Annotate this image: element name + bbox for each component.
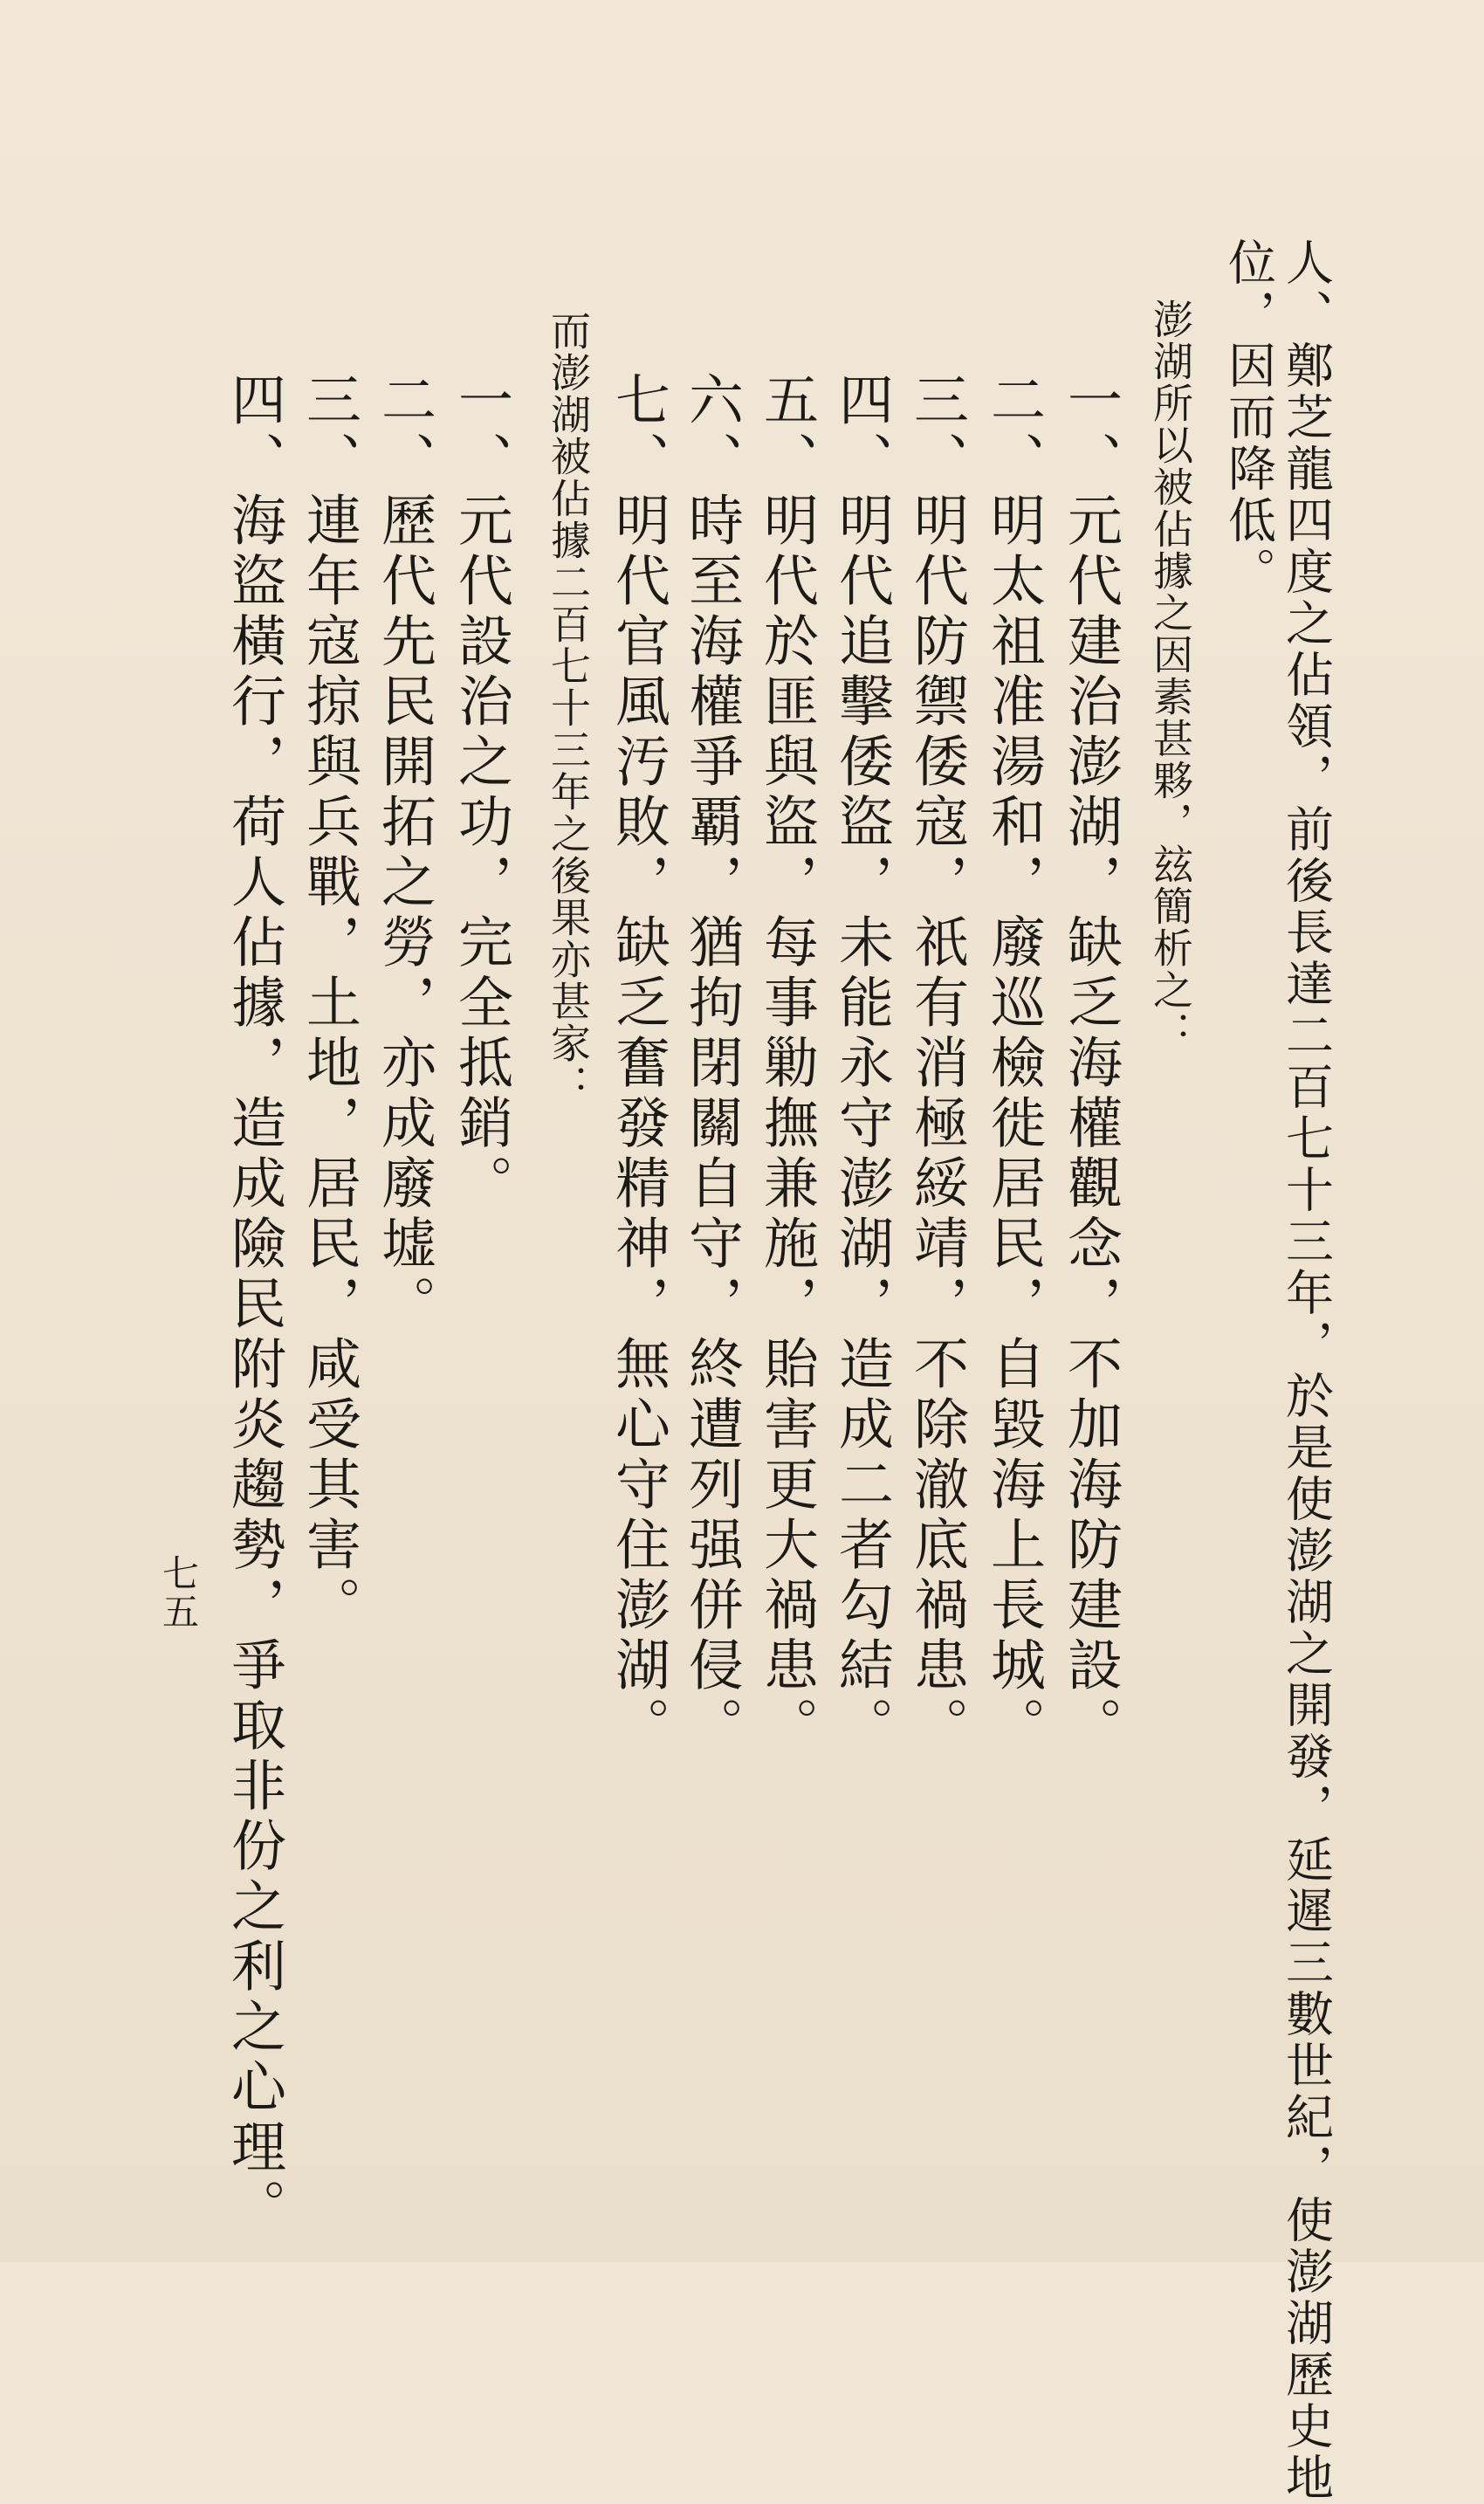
factor-item-4: 四、明代追擊倭盜，未能永守澎湖，造成二者勾結。 <box>830 371 894 1757</box>
intro-line-1: 人、鄭芝龍四度之佔領，前後長達二百七十三年，於是使澎湖之開發，延遲三數世紀，使澎湖歷史地 <box>1278 237 1334 2504</box>
consequences-lead: 而澎湖被佔據二百七十三年之後果亦甚家： <box>545 310 592 1106</box>
factors-lead: 澎湖所以被佔據之因素甚夥，玆簡析之： <box>1147 299 1194 1053</box>
factor-item-5: 五、明代於匪與盜，每事勦撫兼施，貽害更大禍患。 <box>755 371 819 1757</box>
intro-line-2: 位，因而降低。 <box>1220 237 1276 598</box>
consequence-item-2: 二、歷代先民開拓之勞，亦成廢墟。 <box>373 371 436 1335</box>
factor-item-6: 六、時至海權爭覇，猶拘閉關自守，終遭列强併侵。 <box>680 371 744 1757</box>
factor-item-3: 三、明代防禦倭寇，祇有消極綏靖，不除澈底禍患。 <box>905 371 969 1757</box>
consequence-item-3: 三、連年寇掠與兵戰，土地，居民，咸受其害。 <box>298 371 361 1636</box>
consequence-item-4: 四、海盜橫行，荷人佔據，造成險民附炎趨勢，爭取非份之利之心理。 <box>223 371 286 2239</box>
factor-item-2: 二、明太祖准湯和，廢巡檢徙居民，自毀海上長城。 <box>982 371 1046 1757</box>
factor-item-7: 七、明代官風汚敗，缺乏奮發精神，無心守住澎湖。 <box>607 371 670 1757</box>
page-number: 七五 <box>157 1554 200 1631</box>
consequence-item-1: 一、元代設治之功，完全抵銷。 <box>450 371 513 1214</box>
factor-item-1: 一、元代建治澎湖，缺乏海權觀念，不加海防建設。 <box>1059 371 1123 1757</box>
